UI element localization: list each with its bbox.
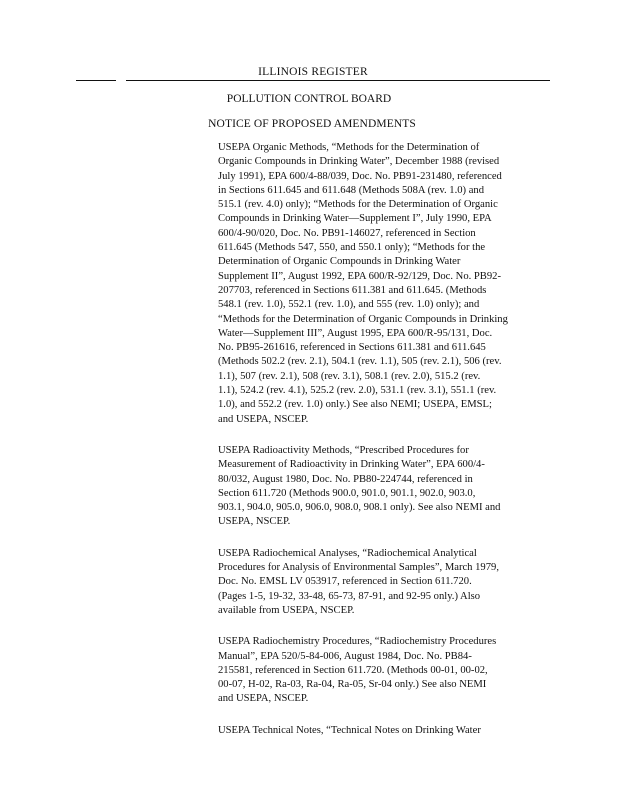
text-line: and USEPA, NSCEP. [218,413,309,425]
text-line: No. PB95-261616, referenced in Sections 611.381 and 611.645 [218,342,486,354]
text-line: “Methods for the Determination of Organic Compounds in Drinking [218,313,508,325]
text-line: Determination of Organic Compounds in Drinking Water [218,256,461,268]
text-line: Manual”, EPA 520/5-84-006, August 1984, Doc. No. PB84- [218,650,472,662]
text-line: USEPA Radioactivity Methods, “Prescribed Procedures for [218,444,469,456]
text-line: Supplement II”, August 1992, EPA 600/R-92/129, Doc. No. PB92- [218,270,501,282]
text-line: 207703, referenced in Sections 611.381 and 611.645. (Methods [218,284,487,296]
text-line: (Pages 1-5, 19-32, 33-48, 65-73, 87-91, and 92-95 only.) Also [218,590,481,602]
text-line: Water—Supplement III”, August 1995, EPA 600/R-95/131, Doc. [218,327,493,339]
text-line: and USEPA, NSCEP. [218,693,309,705]
notice-heading [0,118,618,130]
board-heading: POLLUTION CONTROL BOARD [226,93,392,105]
text-line: Section 611.720 (Methods 900.0, 901.0, 901.1, 902.0, 903.0, [218,487,476,499]
text-line: 600/4-90/020, Doc. No. PB91-146027, referenced in Section [218,227,476,239]
paragraph [218,444,550,530]
text-line: available from USEPA, NSCEP. [218,604,355,616]
text-line: 548.1 (rev. 1.0), 552.1 (rev. 1.0), and 555 (rev. 1.0) only); and [218,299,480,311]
text-line: USEPA Technical Notes, “Technical Notes on Drinking Water [218,724,481,736]
text-line: USEPA Radiochemistry Procedures, “Radiochemistry Procedures [218,636,497,648]
paragraph [218,635,550,706]
text-line: USEPA Radiochemical Analyses, “Radiochemical Analytical [218,547,477,559]
notice-heading-text: NOTICE OF PROPOSED AMENDMENTS [208,118,416,130]
text-line: USEPA, NSCEP. [218,516,291,528]
header-rule-left [76,80,116,81]
paragraph [218,724,550,738]
text-line: Doc. No. EMSL LV 053917, referenced in Section 611.720. [218,576,472,588]
text-line: 1.1), 524.2 (rev. 4.1), 525.2 (rev. 2.0), 531.1 (rev. 3.1), 551.1 (rev. [218,385,497,397]
text-line: in Sections 611.645 and 611.648 (Methods 508A (rev. 1.0) and [218,184,484,196]
text-line: 611.645 (Methods 547, 550, and 550.1 only); “Methods for the [218,242,486,254]
text-line: July 1991), EPA 600/4-88/039, Doc. No. PB91-231480, referenced [218,170,502,182]
register-title [0,66,618,78]
paragraph [218,547,550,618]
text-line: 80/032, August 1980, Doc. No. PB80-224744, referenced in [218,473,473,485]
text-line: 00-07, H-02, Ra-03, Ra-04, Ra-05, Sr-04 only.) See also NEMI [218,679,487,691]
text-line: 215581, referenced in Section 611.720. (Methods 00-01, 00-02, [218,664,488,676]
document-body [218,141,550,755]
text-line: USEPA Organic Methods, “Methods for the Determination of [218,142,480,153]
text-line: Measurement of Radioactivity in Drinking Water”, EPA 600/4- [218,459,485,471]
text-line: 515.1 (rev. 4.0) only); “Methods for the Determination of Organic [218,199,498,211]
text-line: 1.0), and 552.2 (rev. 1.0) only.) See also NEMI; USEPA, EMSL; [218,399,492,411]
register-title-text: ILLINOIS REGISTER [258,66,368,78]
text-line: Procedures for Analysis of Environmental Samples”, March 1979, [218,562,499,574]
text-line: Organic Compounds in Drinking Water”, December 1988 (revised [218,156,500,168]
header-rule-right [126,80,550,81]
text-line: Compounds in Drinking Water—Supplement I”, July 1990, EPA [218,213,492,225]
text-line: 1.1), 507 (rev. 2.1), 508 (rev. 3.1), 508.1 (rev. 2.0), 515.2 (rev. [218,370,481,382]
paragraph [218,141,550,427]
text-line: 903.1, 904.0, 905.0, 906.0, 908.0, 908.1 only). See also NEMI and [218,502,501,514]
text-line: (Methods 502.2 (rev. 2.1), 504.1 (rev. 1.1), 505 (rev. 2.1), 506 (rev. [218,356,502,368]
